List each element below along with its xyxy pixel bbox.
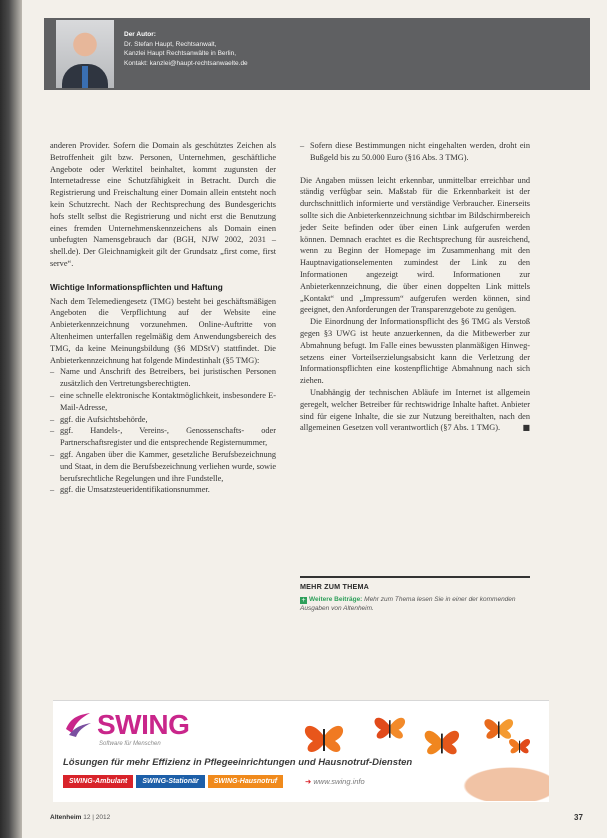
more-box-title: MEHR ZUM THEMA [300,576,530,591]
ad-link[interactable] [305,777,365,786]
paragraph-3 [300,387,530,434]
list-item: – ggf. die Umsatzsteueridentifikationsnummer. [50,484,276,496]
list-item: – ggf. Angaben über die Kammer, gesetzliche Berufsbezeichnung und Staat, in dem die Berufsbezeichnung verliehen wurde, sowie berufsrechtliche Regelungen und ihre Fundstelle, [50,449,276,484]
paragraph-3-text: Unabhängig der technischen Abläufe im Internet ist allgemein geregelt, welcher Betreiber für rechtswidrige Inhalte haftet. Anbieter sind für eigene Inhalte, die sie zur Nutzung bereithalten, nach den allgemeinen Gesetzen voll verantwortlich (§7 Abs. 1 TMG). [300,387,530,433]
swing-advertisement[interactable] [53,700,549,802]
author-tie [82,66,88,88]
product-stationaer[interactable]: SWING-Stationär [136,775,204,788]
list-item: – ggf. die Aufsichtsbehörde, [50,414,276,426]
butterfly-icon [484,719,513,739]
paragraph-2: Die Einordnung der Informationspflicht des §6 TMG als Verstoß gegen §3 UWG ist heute anzuerkennen, da die Mitbewerber zur Abmahnung befugt. Im Falle eines bewussten planmäßigen Hinwegsetzens einer Vorteilserzielungsabsicht kann die Verletzung der Informationspflichten eine kostenpflichtige Abmahnung nach sich ziehen. [300,317,530,386]
author-name: Dr. Stefan Haupt, Rechtsanwalt, [124,40,217,48]
author-contact: Kontakt: kanzlei@haupt-rechtsanwaelte.de [124,59,248,67]
list-item: – eine schnelle elektronische Kontaktmöglichkeit, insbesondere E-Mail-Adresse, [50,390,276,414]
ad-product-list [63,775,283,788]
butterfly-icon [509,739,530,753]
hand-image [453,763,549,801]
paragraph-1: Die Angaben müssen leicht erkennbar, unmittelbar erreichbar und ständig verfügbar sein. Maßstab für die Erkennbarkeit ist der durchschnittlich informierte und verständige Verbraucher. Einerseits sollte sich die Anbieterkennzeichnung sichtbar im Bildschirmbereich jeder Seite befinden oder über einen Link aufgerufen werden können. Demnach erachtet es die Rechtsprechung für ausreichend, wenn zu Beginn der Homepage im Zusammenhang mit den Hauptnavigationselementen zumindest der Link zu den Informationen angezeigt wird. Informationen zur Anbieterkennzeichnung, die über einen doppelten Link mittels „Kontakt“ und „Impressum“ aufgerufen werden können, sind geeignet, den Anforderungen der Transparenzgebote zu genügen. [300,175,530,315]
list-item: – Name und Anschrift des Betreibers, bei juristischen Personen zusätzlich den Vertretungsberechtigten. [50,366,276,390]
swing-logo-icon [63,709,93,739]
publication-name: Altenheim [50,814,82,821]
arrow-icon: ➜ [305,777,312,786]
butterfly-icon [305,726,343,752]
ad-url-text[interactable]: www.swing.info [313,777,365,786]
more-box-body [300,595,530,613]
more-box-label: Weitere Beiträge: [309,596,363,603]
butterfly-icon [425,731,459,755]
plus-icon: + [301,597,306,604]
end-mark-icon: ■ [522,423,530,433]
info-list-continued [300,140,530,164]
more-box-text: Mehr zum Thema lesen Sie in einer der kommenden Ausgaben von Altenheim. [300,596,516,612]
body-paragraph: Nach dem Telemediengesetz (TMG) besteht bei geschäftsmäßigen Angeboten die Verpflichtung auf der Website eine Anbieterkennzeichnung vorzunehmen. Online-Auftritte von Altenheimen unterfallen regelmäßig dem Anwendungsbereich des TMG, da keine Meinungsbildung (§6 MDStV) stattfindet. Die Anbieterkennzeichnung hat folgende Mindestinhalt (§5 TMG): [50,296,276,365]
author-info [124,30,344,68]
issue-number: 12 | 2012 [83,814,111,821]
author-photo [56,20,114,88]
intro-paragraph: anderen Provider. Sofern die Domain als geschütztes Zeichen als Betroffenheit gilt bzw. Personen, Unternehmen, geschäftliche Angebote oder Werktitel beinhaltet, kommt zugunsten der Internetadresse eine Schutzfähigkeit in Betracht. Durch die Registrierung und Freischaltung einer Domain allein entsteht noch kein Schutzrecht. Nach der Rechtsprechung des Bundesgerichts hofs stellt selbst die Registrierung und nicht erst die Benutzung eines fremden Unternehmenskennzeichens als Domain einen unbefugten Namensgebrauch dar (BGH, NJW 2002, 2031 – shell.de). Der Gleichnamigkeit gilt der Grundsatz „first come, first serve“. [50,141,276,268]
book-spine [0,0,22,838]
list-item: – ggf. Handels-, Vereins-, Genossenschafts- oder Partnerschaftsregister und die entsprechende Registernummer, [50,425,276,449]
page-number: 37 [574,813,583,822]
left-column [50,140,276,496]
butterfly-icon [375,718,406,739]
author-firm: Kanzlei Haupt Rechtsanwälte in Berlin, [124,50,237,57]
product-ambulant[interactable]: SWING-Ambulant [63,775,133,788]
swing-logo-text: SWING [97,709,190,740]
author-box [44,18,590,90]
author-kicker: Der Autor: [124,31,156,38]
info-list [50,366,276,496]
list-item: – Sofern diese Bestimmungen nicht eingehalten werden, droht ein Bußgeld bis zu 50.000 Euro (§16 Abs. 3 TMG). [300,140,530,164]
product-hausnotruf[interactable]: SWING-Hausnotruf [208,775,283,788]
section-heading: Wichtige Informationspflichten und Haftung [50,281,223,292]
ad-headline: Lösungen für mehr Effizienz in Pflegeeinrichtungen und Hausnotruf-Diensten [63,757,413,768]
right-column [300,140,530,434]
footer-publication [50,814,110,821]
swing-tagline: Software für Menschen [99,741,161,747]
